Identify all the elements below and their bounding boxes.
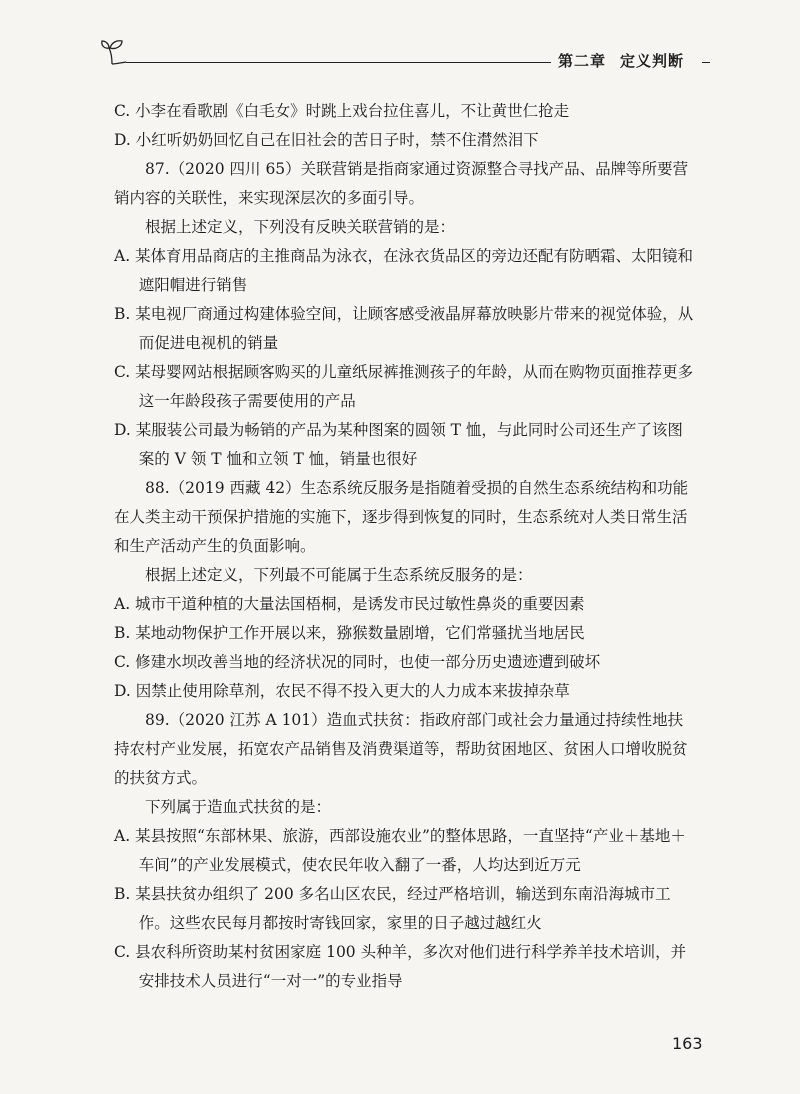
question-88-option-b: B. 某地动物保护工作开展以来，猕猴数量剧增，它们常骚扰当地居民 (114, 624, 585, 642)
question-88-option-a: A. 城市干道种植的大量法国梧桐，是诱发市民过敏性鼻炎的重要因素 (114, 595, 585, 613)
question-87-stem: 87.（2020 四川 65）关联营销是指商家通过资源整合寻找产品、品牌等所要营销内容的关联性，来实现深层次的多面引导。 (114, 160, 689, 207)
question-89-prompt: 下列属于造血式扶贫的是： (145, 798, 332, 816)
question-87-option-d: D. 某服装公司最为畅销的产品为某种图案的圆领 T 恤，与此同时公司还生产了该图案的 V 领 T 恤和立领 T 恤，销量也很好 (114, 421, 683, 468)
chapter-heading (558, 50, 684, 71)
question-87-prompt: 根据上述定义，下列没有反映关联营销的是： (145, 218, 456, 236)
header-rule-right (702, 62, 710, 63)
question-89-option-a: A. 某县按照“东部林果、旅游，西部设施农业”的整体思路，一直坚持“产业＋基地＋车间”的产业发展模式，使农民年收入翻了一番，人均达到近万元 (114, 827, 686, 874)
option-c-prev: C. 小李在看歌剧《白毛女》时跳上戏台拉住喜儿，不让黄世仁抢走 (114, 102, 570, 120)
chapter-number: 第二章 (558, 52, 607, 70)
question-87-option-b: B. 某电视厂商通过构建体验空间，让顾客感受液晶屏幕放映影片带来的视觉体验，从而促进电视机的销量 (114, 305, 694, 352)
question-88-option-d: D. 因禁止使用除草剂，农民不得不投入更大的人力成本来拔掉杂草 (114, 682, 570, 700)
sprout-icon (100, 36, 128, 66)
page-content (114, 97, 694, 996)
question-88-option-c: C. 修建水坝改善当地的经济状况的同时，也使一部分历史遗迹遭到破坏 (114, 653, 601, 671)
question-88-stem: 88.（2019 西藏 42）生态系统反服务是指随着受损的自然生态系统结构和功能在人类主动干预保护措施的实施下，逐步得到恢复的同时，生态系统对人类日常生活和生产活动产生的负面影响。 (114, 479, 689, 555)
question-89-stem: 89.（2020 江苏 A 101）造血式扶贫：指政府部门或社会力量通过持续性地扶持农村产业发展，拓宽农产品销售及消费渠道等，帮助贫困地区、贫困人口增收脱贫的扶贫方式。 (114, 711, 688, 787)
page-header (100, 36, 710, 76)
question-88-prompt: 根据上述定义，下列最不可能属于生态系统反服务的是： (145, 566, 533, 584)
option-d-prev: D. 小红听奶奶回忆自己在旧社会的苦日子时，禁不住潸然泪下 (114, 131, 539, 149)
page-number: 163 (672, 1034, 703, 1053)
chapter-title: 定义判断 (620, 52, 685, 70)
question-87-option-c: C. 某母婴网站根据顾客购买的儿童纸尿裤推测孩子的年龄，从而在购物页面推荐更多这一年龄段孩子需要使用的产品 (114, 363, 694, 410)
header-rule-left (126, 62, 551, 63)
question-87-option-a: A. 某体育用品商店的主推商品为泳衣，在泳衣货品区的旁边还配有防晒霜、太阳镜和遮阳帽进行销售 (114, 247, 694, 294)
question-89-option-c: C. 县农科所资助某村贫困家庭 100 头种羊，多次对他们进行科学养羊技术培训，并安排技术人员进行“一对一”的专业指导 (114, 943, 687, 990)
question-89-option-b: B. 某县扶贫办组织了 200 多名山区农民，经过严格培训，输送到东南沿海城市工作。这些农民每月都按时寄钱回家，家里的日子越过越红火 (114, 885, 671, 932)
